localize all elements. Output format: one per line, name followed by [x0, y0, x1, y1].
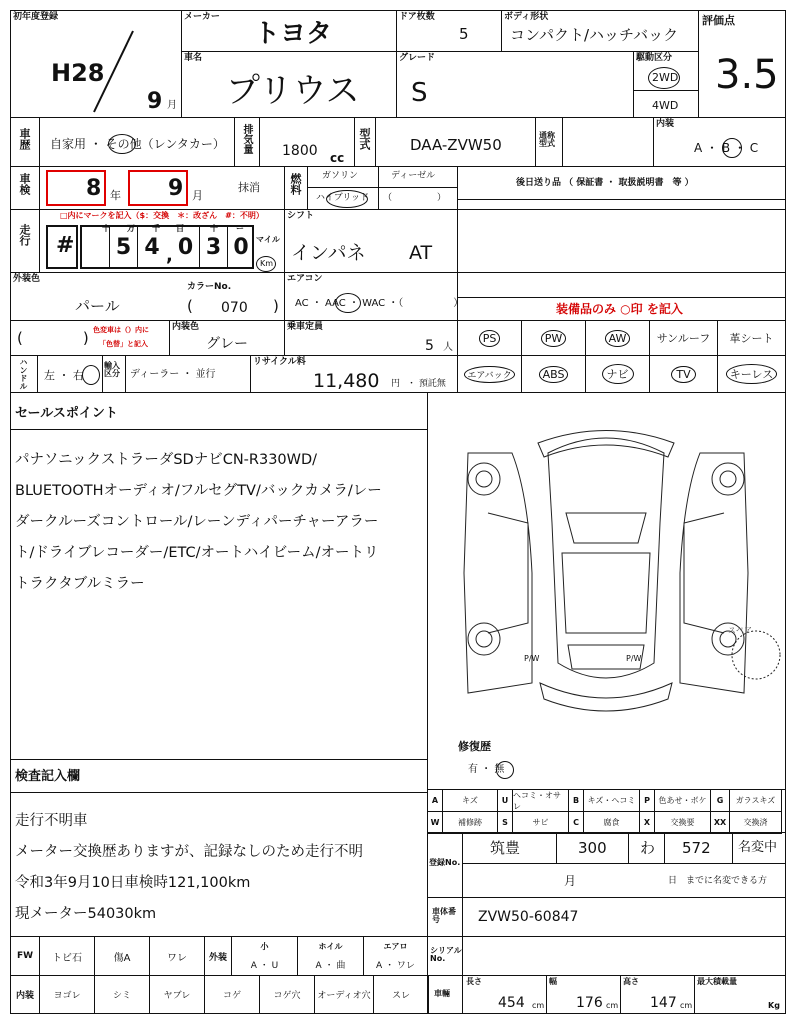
inspection-year: 8	[86, 176, 102, 201]
registration-label-box	[427, 832, 463, 898]
drive-label: 駆動区分	[636, 53, 673, 63]
history-options: 自家用 ・ その他（レンタカー）	[50, 137, 225, 151]
legend-code: XX	[710, 811, 730, 834]
first-reg-label: 初年度登録	[13, 12, 59, 22]
exterior-damage-title: エアロ	[383, 942, 408, 951]
fuel-label: 燃料	[289, 173, 302, 195]
equip-keyless	[718, 356, 785, 392]
equip-header-divider	[458, 297, 785, 298]
mileage-mark: #	[56, 233, 75, 258]
exterior-damage-cell	[363, 936, 428, 976]
inspection-label-box	[10, 166, 40, 210]
registration-class: 300	[578, 839, 607, 857]
doors-value: 5	[459, 25, 469, 43]
registration-col-divider	[628, 833, 629, 863]
maker-box	[181, 10, 397, 52]
legend-desc: サビ	[512, 811, 569, 834]
body-box	[501, 10, 699, 52]
doors-box	[396, 10, 502, 52]
serial-label: シリアルNo.	[430, 946, 462, 963]
capacity-box	[284, 320, 458, 356]
unit-km: Km	[260, 259, 274, 268]
fw-label: FW	[10, 936, 40, 976]
height-unit: cm	[680, 1001, 693, 1010]
inspection-note-line: メーター交換歴ありますが、記録なしのため走行不明	[15, 844, 363, 860]
unit-km-circle	[256, 256, 276, 272]
legend-desc: 交換済	[729, 811, 782, 834]
equip-header-box	[457, 272, 786, 321]
aircon-box	[284, 272, 464, 321]
exterior-damage-options: A ・ ワレ	[376, 961, 415, 971]
capacity-unit: 人	[443, 342, 453, 353]
sales-point-line: パナソニックストラーダSDナビCN-R330WD/	[15, 452, 318, 468]
legend-code: C	[568, 811, 584, 834]
legend-code: G	[710, 789, 730, 812]
equip-row1	[457, 320, 786, 356]
equip-leather: 革シート	[729, 332, 774, 345]
equip-airbag-label: エアバック	[464, 366, 514, 383]
history-other-circle	[108, 134, 136, 154]
length-unit: cm	[532, 1001, 545, 1010]
width-value: 176	[576, 995, 603, 1011]
history-label: 車歴	[18, 128, 31, 150]
equip-keyless-label: キーレス	[726, 364, 777, 384]
odometer-digit	[228, 224, 254, 269]
import-label-box	[102, 355, 126, 393]
sales-point-line: トラクタブルミラー	[15, 576, 145, 592]
inspection-month-unit: 月	[192, 189, 203, 202]
color-no-label: カラーNo.	[187, 282, 232, 292]
load-unit: Kg	[768, 1001, 780, 1010]
import-options: ディーラー ・ 並行	[130, 369, 216, 380]
equip-aw	[586, 321, 650, 355]
odometer-unit-label: 千	[152, 224, 160, 233]
exterior-damage-options: A ・ 曲	[315, 961, 346, 971]
interior-color-box	[169, 320, 285, 356]
history-label-box	[10, 117, 40, 167]
odometer-digit	[172, 224, 200, 269]
recycle-value: 11,480	[313, 370, 380, 392]
inspection-notes-divider	[11, 792, 427, 793]
maker-label: メーカー	[184, 12, 220, 22]
drive-4wd: 4WD	[652, 99, 679, 112]
handle-label-box	[10, 355, 38, 393]
legend-desc: 補修跡	[442, 811, 498, 834]
exterior-damage-title: ホイル	[318, 942, 343, 951]
capacity-value: 5	[425, 338, 434, 354]
odometer-unit-label: 十	[210, 224, 218, 233]
odometer	[80, 225, 254, 269]
registration-area: 筑豊	[490, 839, 521, 857]
first-reg-year: H28	[51, 59, 105, 87]
color-no-open-paren: (	[187, 297, 193, 315]
interior-damage-item: コゲ	[204, 975, 260, 1014]
mileage-label-box	[10, 209, 40, 273]
interior-damage-item: オーディオ穴	[314, 975, 374, 1014]
legend-desc: ガラスキズ	[729, 789, 782, 812]
registration-col-divider	[732, 833, 733, 863]
chassis-box	[427, 897, 786, 937]
import-label: 輸入区分	[104, 361, 120, 378]
score-label: 評価点	[702, 14, 735, 27]
legend-desc: キズ	[442, 789, 498, 812]
recycle-deposit: ・ 預託無	[407, 379, 446, 389]
grade-box	[396, 51, 634, 118]
length-value: 454	[498, 995, 525, 1011]
drive-box	[633, 51, 699, 118]
legend-code: U	[497, 789, 513, 812]
exterior-color-label: 外装色	[13, 274, 41, 284]
equip-abs	[522, 356, 586, 392]
equip-tv-label: TV	[671, 366, 695, 383]
score-box	[698, 10, 786, 118]
odometer-digit	[110, 224, 138, 269]
equip-row2	[457, 355, 786, 393]
inspection-notes-text	[15, 806, 425, 930]
equip-airbag	[458, 356, 522, 392]
fuel-label-box	[284, 166, 308, 210]
fuel-gasoline-box	[307, 166, 379, 188]
odometer-unit-label: 百	[176, 224, 184, 233]
registration-kana: わ	[640, 839, 656, 857]
exterior-damage-options: A ・ U	[250, 961, 279, 971]
color-no-close-paren: )	[273, 297, 279, 315]
size-divider	[620, 976, 621, 1013]
interior-damage-item: ヨゴレ	[39, 975, 95, 1014]
odometer-digit-value: 5	[115, 235, 132, 260]
serial-label-box	[427, 936, 463, 976]
equip-aw-label: AW	[605, 330, 631, 347]
model-value: DAA-ZVW50	[410, 136, 502, 154]
chassis-value: ZVW50-60847	[478, 909, 579, 925]
model-label-box	[354, 117, 376, 167]
interior-color-label: 内装色	[172, 322, 200, 332]
aircon-label: エアコン	[287, 274, 323, 284]
first-reg-box	[10, 10, 182, 118]
mileage-label: 走行	[18, 224, 31, 246]
odometer-digit-value: 3	[205, 235, 222, 260]
size-box	[427, 975, 786, 1014]
sales-point-line: ダークルーズコントロール/レーンディパーチャーアラー	[15, 514, 379, 530]
aircon-options: AC ・ AAC ・ WAC ・（ ）	[295, 298, 464, 309]
equip-label: 装備品のみ ○印 を記入	[556, 302, 683, 316]
aircon-aac-circle	[335, 293, 361, 313]
fuel-other-box	[378, 187, 458, 210]
car-name-label: 車名	[184, 53, 203, 63]
recycle-unit: 円	[391, 379, 401, 389]
sales-point-line: ト/ドライブレコーダー/ETC/オートハイビーム/オートリ	[15, 545, 379, 561]
maker-value: トヨタ	[254, 19, 333, 49]
load-label: 最大積載量	[697, 977, 737, 986]
legend-desc: 腐食	[583, 811, 640, 834]
score-value: 3.5	[715, 52, 779, 98]
registration-label: 登録No.	[429, 858, 461, 867]
inspection-cancel: 抹消	[238, 181, 260, 194]
inspection-notes-box	[10, 759, 428, 937]
common-model-label: 通称型式	[539, 131, 555, 148]
equip-abs-label: ABS	[539, 366, 569, 383]
shift-label: シフト	[287, 211, 315, 221]
drive-2wd: 2WD	[652, 71, 679, 84]
inspection-month-box	[128, 170, 188, 206]
equip-tv	[650, 356, 718, 392]
odometer-digit-value: 0	[233, 235, 249, 260]
inspection-note-line: 走行不明車	[15, 813, 88, 829]
registration-month-unit: 月	[564, 874, 577, 888]
drive-divider	[634, 90, 698, 91]
sales-point-text	[15, 445, 425, 600]
legend-code: P	[639, 789, 655, 812]
registration-day-text: 日 までに名変できる方	[668, 876, 768, 886]
exterior-color: パール	[75, 297, 120, 315]
inspection-label: 車検	[18, 173, 31, 195]
slash-divider	[91, 29, 136, 114]
model-label: 型式	[358, 128, 371, 150]
odometer-digit	[200, 224, 228, 269]
fuel-diesel: ディーゼル	[391, 171, 436, 181]
color-change-note1: 色変車は（）内に	[93, 326, 149, 334]
odometer-digit	[82, 224, 110, 269]
grade-label: グレード	[399, 53, 436, 63]
capacity-label: 乗車定員	[287, 322, 324, 332]
postdocs-box	[457, 166, 786, 273]
size-divider	[546, 976, 547, 1013]
color-change-paren: ( )	[17, 329, 89, 347]
fuel-gasoline: ガソリン	[322, 171, 359, 181]
doors-label: ドア枚数	[399, 12, 435, 22]
equip-ps-label: PS	[479, 330, 501, 347]
legend-code: W	[427, 811, 443, 834]
body-label: ボディ形状	[504, 12, 549, 22]
interior-damage-item: コゲ穴	[259, 975, 315, 1014]
legend-desc: ヘコミ・オサレ	[512, 789, 569, 812]
equip-navi	[586, 356, 650, 392]
size-label-box	[427, 975, 463, 1014]
fuel-hybrid-box	[307, 187, 379, 210]
registration-col-divider	[664, 833, 665, 863]
shift-box	[284, 209, 458, 273]
fw-item: 傷A	[94, 936, 150, 976]
fuel-other: （ ）	[383, 193, 447, 203]
mileage-mark-box	[46, 225, 78, 269]
fuel-hybrid-circle	[326, 190, 368, 208]
legend-desc: キズ・ヘコミ	[583, 789, 640, 812]
interior-damage-item: ヤブレ	[149, 975, 205, 1014]
sales-point-label: セールスポイント	[15, 406, 118, 421]
equip-sunroof: サンルーフ	[650, 321, 718, 355]
equip-pw-label: PW	[541, 330, 567, 347]
sales-point-divider	[11, 429, 427, 430]
diagram-box	[427, 392, 786, 790]
inspection-notes-label: 検査記入欄	[15, 769, 81, 784]
car-name-value: プリウス	[226, 71, 360, 111]
displacement-label: 排気量	[241, 124, 252, 154]
size-divider	[694, 976, 695, 1013]
chassis-label: 車体番号	[432, 907, 456, 924]
interior-grade-box	[653, 117, 786, 167]
exterior-damage-cell	[231, 936, 298, 976]
equip-ps	[458, 321, 522, 355]
interior-color: グレー	[206, 336, 248, 352]
diagram-spare: スペア	[728, 626, 752, 635]
color-change-note2: 「色替」と記入	[99, 340, 148, 348]
interior-damage-item: スレ	[373, 975, 429, 1014]
sales-point-line: BLUETOOTHオーディオ/フルセグTV/バックカメラ/レー	[15, 483, 382, 499]
postdocs-label: 後日送り品 （ 保証書 ・ 取扱説明書 等 ）	[516, 178, 694, 188]
fw-item: トビ石	[39, 936, 95, 976]
interior-grades: A ・ B ・ C	[694, 141, 759, 155]
handle-label: ハンドル	[19, 358, 28, 390]
width-unit: cm	[606, 1001, 619, 1010]
repair-options: 有 ・ 無	[468, 764, 505, 775]
postdocs-divider	[458, 199, 785, 200]
recycle-box	[250, 355, 458, 393]
odometer-unit-label: 万	[127, 224, 135, 233]
first-reg-month: 9	[147, 89, 163, 114]
displacement-label-box	[234, 117, 260, 167]
displacement-unit: cc	[330, 151, 345, 165]
interior-b-circle	[722, 138, 742, 158]
size-label: 車輛	[434, 989, 450, 998]
odometer-unit-label: ー	[236, 224, 244, 233]
registration-col-divider	[556, 833, 557, 863]
legend-code: A	[427, 789, 443, 812]
diagram-pw-left: P/W	[524, 654, 540, 663]
equip-navi-label: ナビ	[602, 364, 634, 384]
unit-mile: マイル	[256, 235, 280, 244]
handle-right-circle	[82, 365, 100, 385]
exterior-damage-label: 外装	[204, 936, 232, 976]
fuel-hybrid: ハイブリッド	[316, 193, 370, 203]
registration-divider	[462, 863, 785, 864]
inspection-month: 9	[168, 176, 184, 201]
inspection-year-box	[46, 170, 106, 206]
exterior-damage-title: 小	[260, 942, 269, 951]
thousands-comma: ,	[166, 245, 173, 266]
fw-item: ワレ	[149, 936, 205, 976]
legend-desc: 色あせ・ボケ	[654, 789, 711, 812]
diagram-pw-right: P/W	[626, 654, 642, 663]
registration-name-change: 名変中	[738, 840, 778, 855]
registration-number: 572	[682, 839, 711, 857]
odometer-digit	[138, 224, 166, 269]
repair-none-circle	[496, 761, 514, 779]
height-label: 高さ	[623, 977, 639, 986]
fuel-diesel-box	[378, 166, 458, 188]
shift-position: インパネ	[291, 242, 366, 264]
legend-code: B	[568, 789, 584, 812]
repair-label: 修復歴	[458, 740, 491, 753]
legend-code: S	[497, 811, 513, 834]
auction-sheet	[10, 10, 786, 1014]
color-no: 070	[221, 300, 248, 316]
exterior-color-box	[10, 272, 285, 321]
interior-damage-label: 内装	[10, 975, 40, 1014]
drive-2wd-circle	[648, 67, 680, 89]
common-model-box	[535, 117, 563, 167]
inspection-note-line: 令和3年9月10日車検時121,100km	[15, 875, 251, 891]
legend-desc: 交換要	[654, 811, 711, 834]
mileage-note: □内にマークを記入（$：交換 ＊：改ざん #：不明）	[60, 211, 264, 220]
interior-damage-item: シミ	[94, 975, 150, 1014]
height-value: 147	[650, 995, 677, 1011]
inspection-year-unit: 年	[110, 189, 121, 202]
car-diagram	[428, 393, 785, 733]
registration-box	[427, 832, 786, 898]
handle-options: 左 ・ 右	[44, 369, 84, 382]
serial-box	[427, 936, 786, 976]
grade-value: S	[411, 78, 428, 108]
odometer-digit-value: 4	[144, 235, 160, 260]
inspection-note-line: 現メーター54030km	[15, 906, 157, 922]
color-change-box	[10, 320, 170, 356]
odometer-unit-label: 十	[102, 224, 110, 233]
month-unit: 月	[167, 100, 177, 111]
width-label: 幅	[549, 977, 557, 986]
car-name-box	[181, 51, 397, 118]
interior-label: 内装	[656, 119, 675, 129]
shift-type: AT	[409, 242, 433, 264]
body-value: コンパクト/ハッチバック	[510, 26, 679, 44]
length-label: 長さ	[466, 977, 482, 986]
legend-code: X	[639, 811, 655, 834]
recycle-label: リサイクル料	[253, 357, 306, 367]
displacement-value: 1800	[282, 143, 318, 159]
equip-pw	[522, 321, 586, 355]
odometer-digit-value: 0	[177, 235, 194, 260]
sales-point-box	[10, 392, 428, 760]
chassis-label-box	[427, 897, 463, 937]
exterior-damage-cell	[297, 936, 364, 976]
